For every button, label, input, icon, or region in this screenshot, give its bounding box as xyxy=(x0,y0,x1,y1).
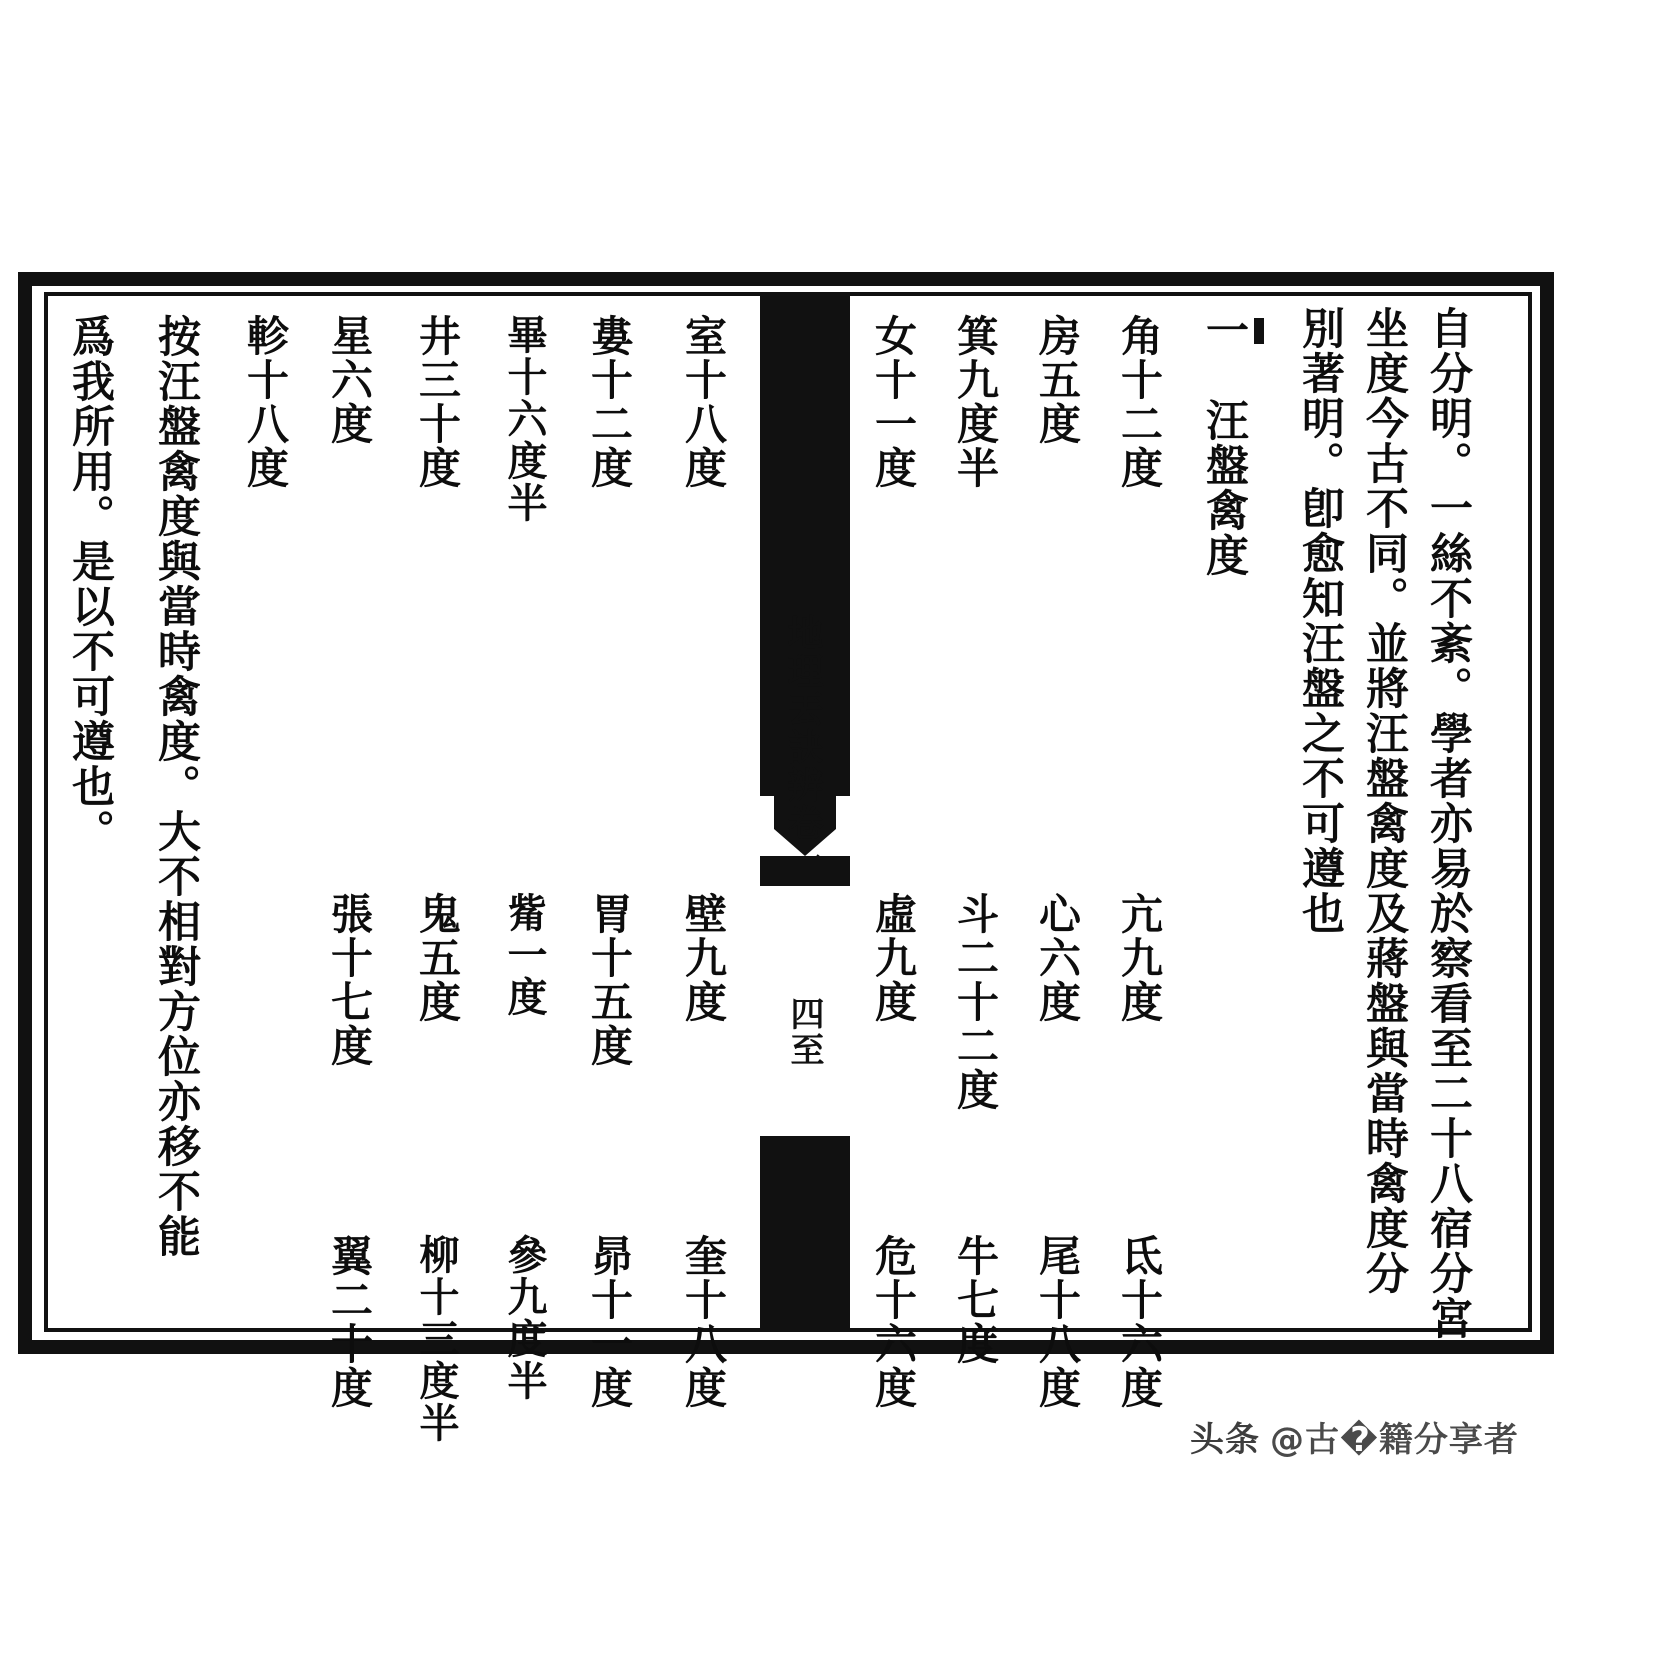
mansion-entry: 亢九度 xyxy=(1115,892,1164,1024)
mansion-entry: 箕九度半 xyxy=(951,314,1000,490)
mansion-entry: 牛七度 xyxy=(951,1234,1000,1366)
mansion-entry: 角十二度 xyxy=(1115,314,1164,490)
mansion-entry: 室十八度 xyxy=(679,314,728,490)
mansion-entry: 張十七度 xyxy=(325,892,374,1068)
mansion-entry: 軫十八度 xyxy=(241,314,290,490)
page-number: 四至 xyxy=(784,996,824,1068)
mansion-entry: 虛九度 xyxy=(869,892,918,1024)
mansion-entry: 參九度半 xyxy=(501,1234,548,1402)
mansion-entry: 危十六度 xyxy=(869,1234,918,1410)
closing-line-2: 爲我所用。是以不可遵也。 xyxy=(65,314,115,854)
mansion-entry: 畢十六度半 xyxy=(501,314,548,524)
mansion-entry: 奎十八度 xyxy=(679,1234,728,1410)
mansion-entry: 房五度 xyxy=(1033,314,1082,446)
mansion-entry: 鬼五度 xyxy=(413,892,462,1024)
mansion-entry: 昴十一度 xyxy=(585,1234,634,1410)
mansion-entry: 婁十二度 xyxy=(585,314,634,490)
mansion-entry: 斗二十二度 xyxy=(951,892,1000,1112)
watermark-text: @古�籍分享者 xyxy=(1270,1420,1519,1460)
mansion-entry: 星六度 xyxy=(325,314,374,446)
section-marker xyxy=(1254,318,1264,344)
preface-line-2: 坐度今古不同。並將汪盤禽度及蔣盤與當時禽度分 xyxy=(1359,306,1409,1296)
preface-line-1: 自分明。一絲不紊。學者亦易於察看至二十八宿分宮 xyxy=(1423,306,1473,1341)
mansion-entry: 氐十六度 xyxy=(1115,1234,1164,1410)
mansion-entry: 壁九度 xyxy=(679,892,728,1024)
section-heading: 一 汪盤禽度 xyxy=(1199,308,1249,578)
mansion-entry: 觜一度 xyxy=(501,892,548,1018)
mansion-entry: 翼二十度 xyxy=(325,1234,374,1410)
mansion-entry: 尾十八度 xyxy=(1033,1234,1082,1410)
watermark-logo: 头条 xyxy=(1190,1420,1260,1460)
spine-block-bottom xyxy=(760,1136,850,1328)
mansion-entry: 柳十三度半 xyxy=(413,1234,460,1444)
watermark xyxy=(1190,1412,1519,1461)
book-spine xyxy=(760,296,850,1328)
mansion-entry: 心六度 xyxy=(1033,892,1082,1024)
book-title: 地理丟訣辨卷一 xyxy=(782,614,824,880)
mansion-entry: 女十一度 xyxy=(869,314,918,490)
preface-line-3: 別著明。卽愈知汪盤之不可遵也 xyxy=(1295,306,1345,936)
closing-line-1: 按汪盤禽度與當時禽度。大不相對方位亦移不能 xyxy=(151,314,201,1259)
mansion-entry: 井三十度 xyxy=(413,314,462,490)
mansion-entry: 胃十五度 xyxy=(585,892,634,1068)
